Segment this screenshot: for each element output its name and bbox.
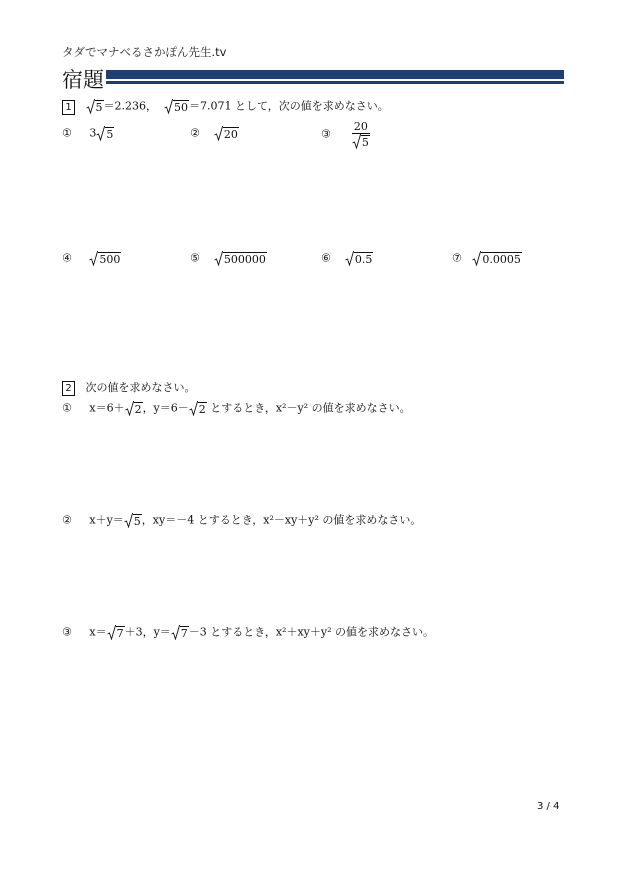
radical: 500 [89, 251, 121, 266]
fraction: $\frac{20}{5}$ [353, 120, 369, 149]
title-bar-thin [106, 81, 564, 84]
q1-value-1: ＝2.236， [103, 99, 157, 113]
radical: 0.0005 [472, 251, 522, 266]
title-bar [106, 70, 564, 79]
q1-item-4: ④ 500 [62, 251, 121, 266]
q1-item-5: ⑤ 500000 [190, 251, 266, 266]
radical: 500000 [214, 251, 267, 266]
radical: 2 [125, 401, 143, 416]
q2-part-1: ① x＝6＋ 2 ，y＝6－ 2 とするとき，x²－y² の値を求めなさい。 [62, 401, 411, 416]
q1-item-7: ⑦ 0.0005 [452, 251, 521, 266]
q1-item-1: ① 3 5 [62, 126, 114, 141]
site-name: タダでマナベるさかぽん先生.tv [62, 45, 227, 59]
radical: 2 [189, 401, 207, 416]
radical: 50 [164, 99, 189, 114]
radical: 7 [171, 625, 189, 640]
radical: 5 [124, 513, 142, 528]
radical: 20 [214, 126, 239, 141]
q2-number: 2 [62, 381, 75, 396]
q1-item-2: ② 20 [190, 126, 238, 141]
q1-item-3: ③ $\frac{20}{5}$ [321, 120, 369, 149]
radical: 5 [86, 99, 104, 114]
radical: 0.5 [345, 251, 374, 266]
radical: 5 [96, 126, 114, 141]
page-title: 宿題 [62, 68, 104, 92]
q1-statement [62, 99, 389, 115]
q1-item-6: ⑥ 0.5 [321, 251, 373, 266]
radical: 7 [107, 625, 125, 640]
q1-value-2: ＝7.071 として，次の値を求めなさい。 [189, 99, 389, 113]
q1-number: 1 [62, 100, 75, 115]
page-number: 3 / 4 [537, 801, 560, 812]
q2-statement: 2 次の値を求めなさい。 [62, 381, 196, 396]
q2-part-3: ③ x＝ 7 ＋3，y＝ 7 －3 とするとき，x²＋xy＋y² の値を求めなさい。 [62, 625, 435, 640]
q2-part-2: ② x＋y＝ 5 ，xy＝－4 とするとき，x²－xy＋y² の値を求めなさい。 [62, 513, 422, 528]
